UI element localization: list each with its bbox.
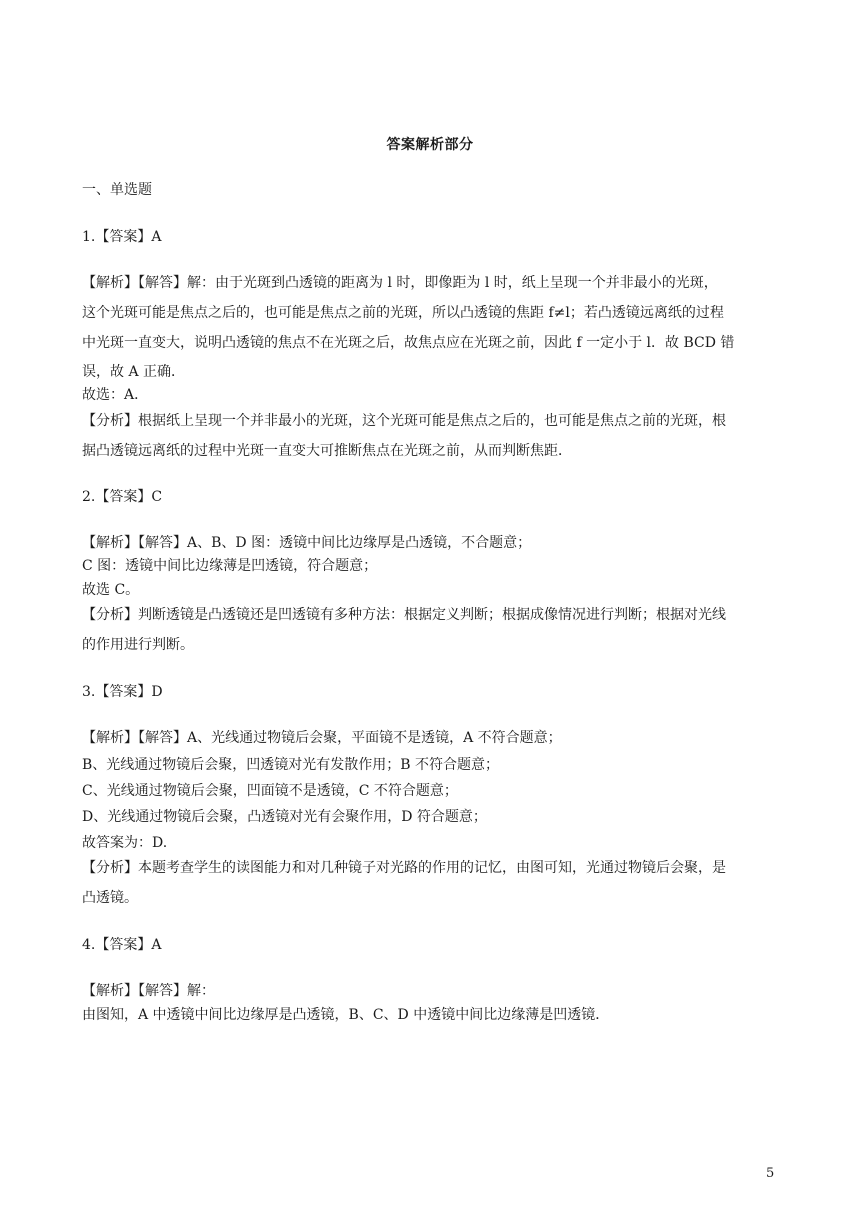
q3-analysis-line: C、光线通过物镜后会聚，凹面镜不是透镜，C 不符合题意；: [82, 783, 458, 799]
q1-analysis-line: 【解析】【解答】解：由于光斑到凸透镜的距离为 l 时，即像距为 l 时，纸上呈现一个并非最小的光斑，: [82, 275, 718, 291]
q4-analysis-line: 【解析】【解答】解：: [82, 983, 215, 999]
q2-note-line: 【分析】判断透镜是凸透镜还是凹透镜有多种方法：根据定义判断；根据成像情况进行判断；根据对光线: [82, 607, 726, 623]
page-number: 5: [766, 1166, 775, 1181]
q4-answer: 4.【答案】A: [82, 937, 162, 953]
q1-analysis-line: 这个光斑可能是焦点之后的，也可能是焦点之前的光斑，所以凸透镜的焦距 f≠l；若凸透镜远离纸的过程: [82, 305, 724, 321]
section-heading: 一、单选题: [82, 182, 152, 198]
q4-analysis-line: 由图知，A 中透镜中间比边缘厚是凸透镜，B、C、D 中透镜中间比边缘薄是凹透镜．: [82, 1007, 610, 1023]
q1-analysis-line: 中光斑一直变大，说明凸透镜的焦点不在光斑之后，故焦点应在光斑之前，因此 f 一定小于 l．故 BCD 错: [82, 335, 735, 351]
q3-answer: 3.【答案】D: [82, 684, 163, 700]
q3-analysis-line: D、光线通过物镜后会聚，凸透镜对光有会聚作用，D 符合题意；: [82, 809, 487, 825]
q3-analysis-line: 【解析】【解答】A、光线通过物镜后会聚，平面镜不是透镜，A 不符合题意；: [82, 730, 562, 746]
q3-conclusion: 故答案为：D.: [82, 835, 168, 851]
page-title: 答案解析部分: [386, 137, 474, 153]
q2-analysis-line: C 图：透镜中间比边缘薄是凹透镜，符合题意；: [82, 558, 378, 574]
q1-note-line: 据凸透镜远离纸的过程中光斑一直变大可推断焦点在光斑之前，从而判断焦距．: [82, 443, 572, 459]
q2-note-line: 的作用进行判断。: [82, 637, 194, 653]
q1-analysis-line: 误，故 A 正确．: [82, 364, 186, 380]
q3-note-line: 凸透镜。: [82, 890, 138, 906]
q3-note-line: 【分析】本题考查学生的读图能力和对几种镜子对光路的作用的记忆，由图可知，光通过物镜后会聚，是: [82, 860, 726, 876]
q2-conclusion: 故选 C。: [82, 582, 140, 598]
q2-analysis-line: 【解析】【解答】A、B、D 图：透镜中间比边缘厚是凸透镜，不合题意；: [82, 535, 532, 551]
q1-answer: 1.【答案】A: [82, 229, 162, 245]
q1-conclusion: 故选：A．: [82, 387, 149, 403]
q3-analysis-line: B、光线通过物镜后会聚，凹透镜对光有发散作用；B 不符合题意；: [82, 757, 500, 773]
q2-answer: 2.【答案】C: [82, 489, 163, 505]
q1-note-line: 【分析】根据纸上呈现一个并非最小的光斑，这个光斑可能是焦点之后的，也可能是焦点之前的光斑，根: [82, 413, 726, 429]
